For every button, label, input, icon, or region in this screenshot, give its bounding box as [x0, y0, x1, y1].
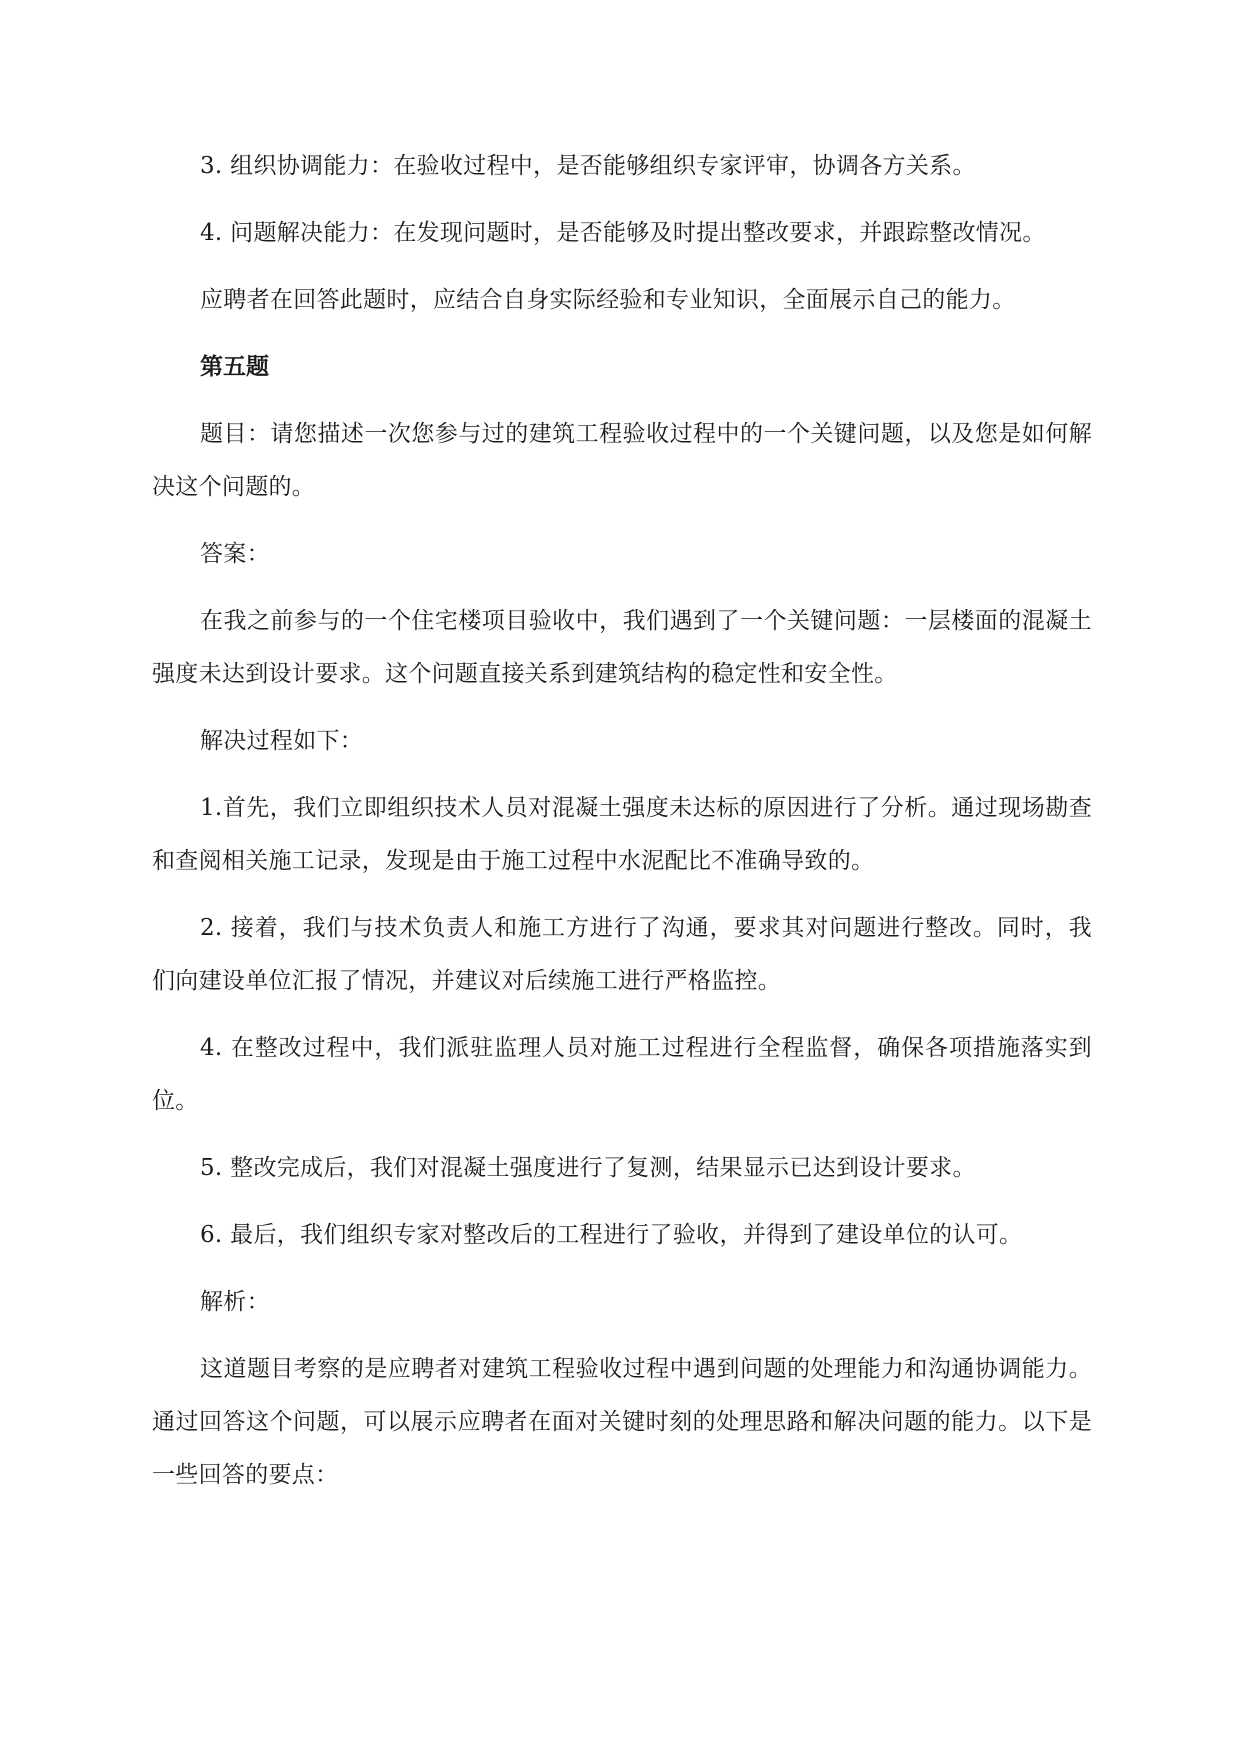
- process-label: 解决过程如下：: [200, 728, 364, 754]
- answer-label: 答案：: [200, 541, 270, 567]
- section-heading: 第五题: [200, 354, 269, 380]
- document-body: [152, 140, 1092, 1502]
- answer-intro: 在我之前参与的一个住宅楼项目验收中，我们遇到了一个关键问题：一层楼面的混凝土强度未达到设计要求。这个问题直接关系到建筑结构的稳定性和安全性。: [152, 608, 1092, 687]
- analysis-text: 这道题目考察的是应聘者对建筑工程验收过程中遇到问题的处理能力和沟通协调能力。通过回答这个问题，可以展示应聘者在面对关键时刻的处理思路和解决问题的能力。以下是一些回答的要点：: [152, 1356, 1092, 1488]
- step-1: 1.首先，我们立即组织技术人员对混凝土强度未达标的原因进行了分析。通过现场勘查和查阅相关施工记录，发现是由于施工过程中水泥配比不准确导致的。: [152, 795, 1092, 874]
- question-text: 题目：请您描述一次您参与过的建筑工程验收过程中的一个关键问题，以及您是如何解决这个问题的。: [152, 421, 1092, 500]
- paragraph-summary: 应聘者在回答此题时，应结合自身实际经验和专业知识，全面展示自己的能力。: [200, 287, 1016, 313]
- step-2: 2. 接着，我们与技术负责人和施工方进行了沟通，要求其对问题进行整改。同时，我们向建设单位汇报了情况，并建议对后续施工进行严格监控。: [152, 915, 1092, 994]
- paragraph-item4-problem-solving: 4. 问题解决能力：在发现问题时，是否能够及时提出整改要求，并跟踪整改情况。: [200, 220, 1046, 246]
- paragraph-item3-coordination: 3. 组织协调能力：在验收过程中，是否能够组织专家评审，协调各方关系。: [200, 153, 976, 179]
- analysis-label: 解析：: [200, 1289, 270, 1315]
- step-5: 5. 整改完成后，我们对混凝土强度进行了复测，结果显示已达到设计要求。: [200, 1155, 976, 1181]
- step-4: 4. 在整改过程中，我们派驻监理人员对施工过程进行全程监督，确保各项措施落实到位。: [152, 1035, 1092, 1114]
- step-6: 6. 最后，我们组织专家对整改后的工程进行了验收，并得到了建设单位的认可。: [200, 1222, 1023, 1248]
